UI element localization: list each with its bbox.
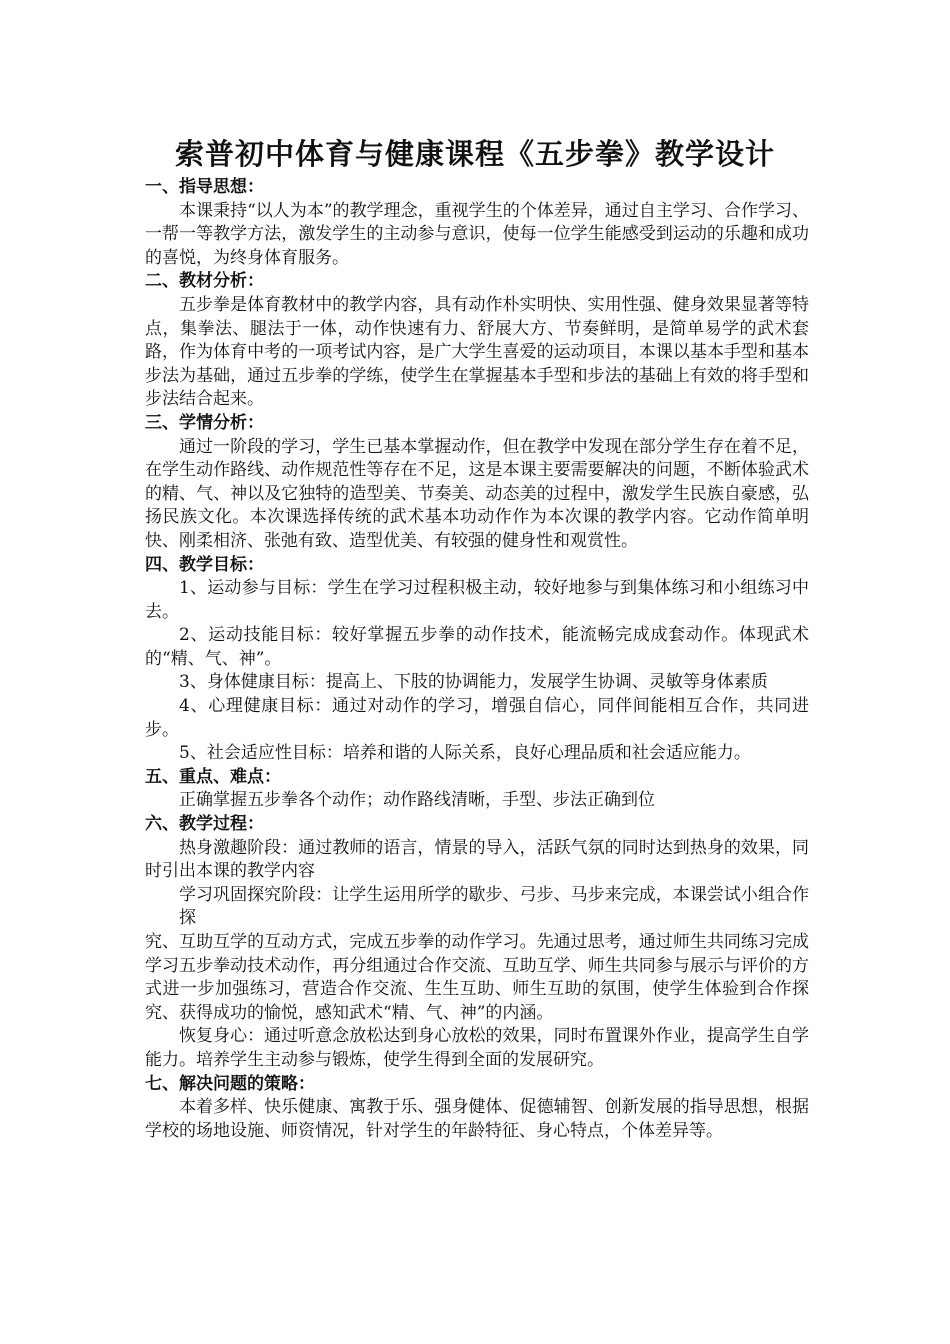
objective-item: 2、运动技能目标：较好掌握五步拳的动作技术，能流畅完成成套动作。体现武术的“精、气、神”。 bbox=[145, 625, 809, 669]
section-heading-material-analysis: 二、教材分析： bbox=[145, 271, 264, 292]
paragraph: 正确掌握五步拳各个动作；动作路线清晰，手型、步法正确到位 bbox=[179, 790, 655, 811]
objective-item: 3、身体健康目标：提高上、下肢的协调能力，发展学生协调、灵敏等身体素质 bbox=[179, 672, 768, 693]
paragraph: 通过一阶段的学习，学生已基本掌握动作，但在教学中发现在部分学生存在着不足，在学生动作路线、动作规范性等存在不足，这是本课主要需要解决的问题，不断体验武术的精、气、神以及它独特的造型美、节奏美、动态美的过程中，激发学生民族自豪感，弘扬民族文化。本次课选择传统的武术基本功动作作为本次课的教学内容。它动作简单明快、刚柔相济、张弛有致、造型优美、有较强的健身性和观赏性。 bbox=[145, 436, 809, 551]
paragraph: 学习巩固探究阶段：让学生运用所学的歇步、弓步、马步来完成，本课尝试小组合作探 bbox=[179, 884, 809, 929]
document-title: 索普初中体育与健康课程《五步拳》教学设计 bbox=[174, 137, 775, 171]
paragraph: 恢复身心：通过听意念放松达到身心放松的效果，同时布置课外作业，提高学生自学能力。培养学生主动参与锻炼，使学生得到全面的发展研究。 bbox=[145, 1026, 809, 1070]
section-heading-strategies: 七、解决问题的策略： bbox=[145, 1073, 315, 1094]
paragraph: 本着多样、快乐健康、寓教于乐、强身健体、促德辅智、创新发展的指导思想，根据学校的场地设施、师资情况，针对学生的年龄特征、身心特点，个体差异等。 bbox=[145, 1097, 809, 1141]
objective-item: 1、运动参与目标：学生在学习过程积极主动，较好地参与到集体练习和小组练习中去。 bbox=[145, 578, 809, 622]
paragraph: 热身激趣阶段：通过教师的语言，情景的导入，活跃气氛的同时达到热身的效果，同时引出本课的教学内容 bbox=[145, 837, 809, 882]
section-heading-key-points: 五、重点、难点： bbox=[145, 766, 281, 787]
section-heading-learner-analysis: 三、学情分析： bbox=[145, 412, 264, 433]
section-heading-teaching-objectives: 四、教学目标： bbox=[145, 554, 264, 575]
section-heading-guiding-ideology: 一、指导思想： bbox=[145, 177, 264, 197]
paragraph: 究、互助互学的互动方式，完成五步拳的动作学习。先通过思考，通过师生共同练习完成学习五步拳动技术动作，再分组通过合作交流、互助互学、师生共同参与展示与评价的方式进一步加强练习，营造合作交流、生生互助、师生互助的氛围，使学生体验到合作探究、获得成功的愉悦，感知武术“精、气、神”的内涵。 bbox=[145, 932, 809, 1023]
document-body bbox=[145, 176, 809, 1143]
paragraph: 五步拳是体育教材中的教学内容，具有动作朴实明快、实用性强、健身效果显著等特点，集拳法、腿法于一体，动作快速有力、舒展大方、节奏鲜明，是简单易学的武术套路，作为体育中考的一项考试内容，是广大学生喜爱的运动项目，本课以基本手型和基本步法为基础，通过五步拳的学练，使学生在掌握基本手型和步法的基础上有效的将手型和步法结合起来。 bbox=[145, 294, 809, 410]
section-heading-teaching-process: 六、教学过程： bbox=[145, 814, 264, 835]
objective-item: 5、社会适应性目标：培养和谐的人际关系，良好心理品质和社会适应能力。 bbox=[179, 743, 751, 764]
paragraph: 本课秉持“以人为本”的教学理念，重视学生的个体差异，通过自主学习、合作学习、一帮一等教学方法，激发学生的主动参与意识，使每一位学生能感受到运动的乐趣和成功的喜悦，为终身体育服务。 bbox=[145, 200, 809, 268]
objective-item: 4、心理健康目标：通过对动作的学习，增强自信心，同伴间能相互合作，共同进步。 bbox=[145, 696, 809, 740]
